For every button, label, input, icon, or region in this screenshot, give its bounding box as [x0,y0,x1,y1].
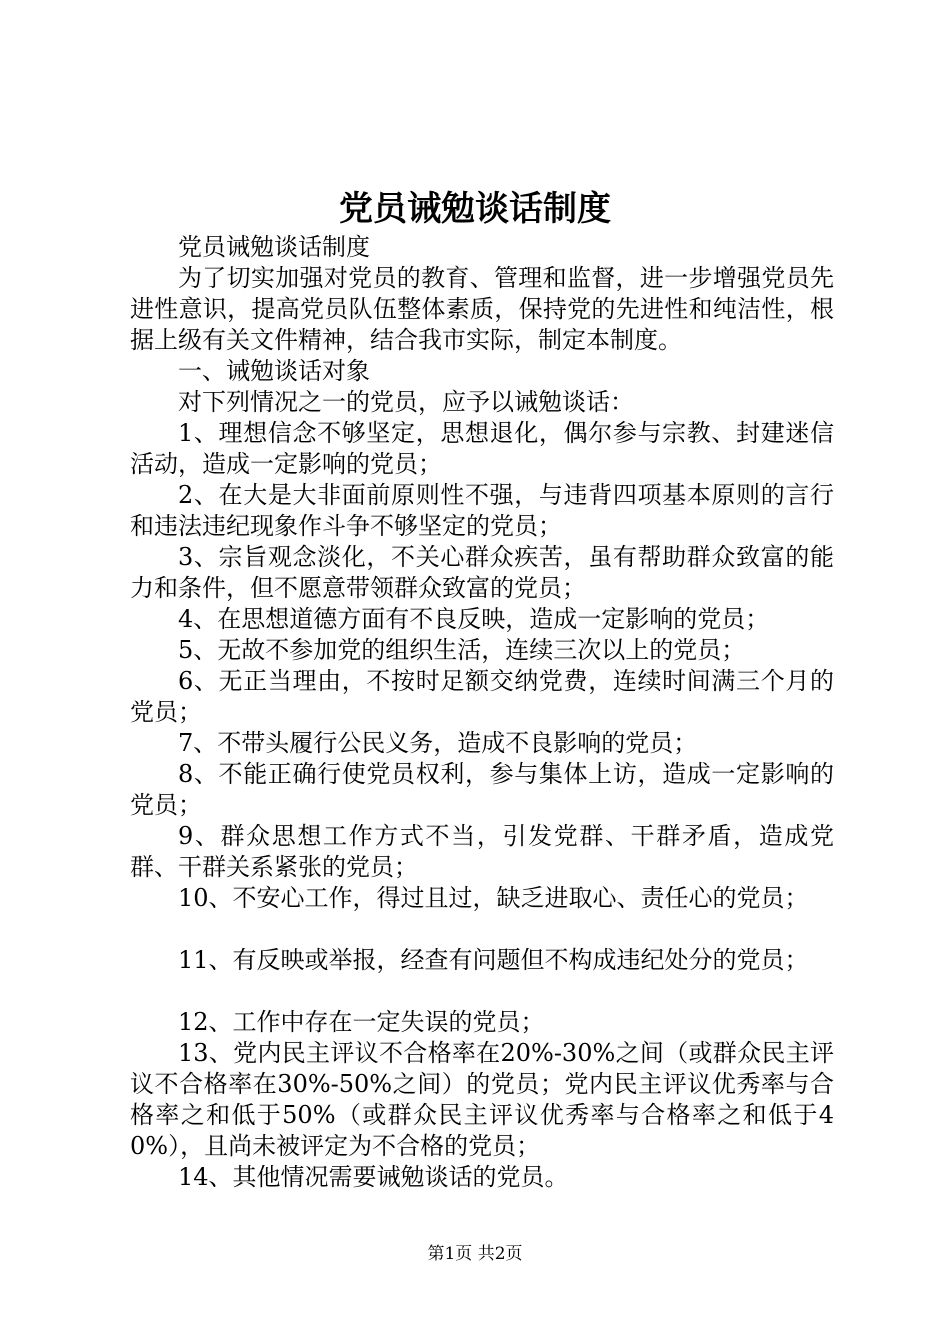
document-body [130,232,834,1193]
item-13: 13、党内民主评议不合格率在20%-30%之间（或群众民主评议不合格率在30%-50%之间）的党员；党内民主评议优秀率与合格率之和低于50%（或群众民主评议优秀率与合格率之和低于40%），且尚未被评定为不合格的党员； [130,1039,834,1160]
subtitle-paragraph: 党员诫勉谈话制度 [178,233,370,261]
item-6: 6、无正当理由，不按时足额交纳党费，连续时间满三个月的党员； [130,667,834,726]
item-8: 8、不能正确行使党员权利，参与集体上访，造成一定影响的党员； [130,760,834,819]
item-9: 9、群众思想工作方式不当，引发党群、干群矛盾，造成党群、干群关系紧张的党员； [130,822,834,881]
item-7: 7、不带头履行公民义务，造成不良影响的党员； [178,729,698,757]
section-heading: 一、诫勉谈话对象 [178,357,370,385]
item-5: 5、无故不参加党的组织生活，连续三次以上的党员； [178,636,746,664]
item-12: 12、工作中存在一定失误的党员； [178,1008,545,1036]
item-14: 14、其他情况需要诫勉谈话的党员。 [178,1163,569,1191]
item-1: 1、理想信念不够坚定，思想退化，偶尔参与宗教、封建迷信活动，造成一定影响的党员； [130,419,834,478]
intro-paragraph: 为了切实加强对党员的教育、管理和监督，进一步增强党员先进性意识，提高党员队伍整体素质，保持党的先进性和纯洁性，根据上级有关文件精神，结合我市实际，制定本制度。 [130,264,834,354]
item-2: 2、在大是大非面前原则性不强，与违背四项基本原则的言行和违法违纪现象作斗争不够坚定的党员； [130,481,834,540]
item-4: 4、在思想道德方面有不良反映，造成一定影响的党员； [178,605,770,633]
lead-paragraph: 对下列情况之一的党员，应予以诫勉谈话： [178,388,634,416]
item-11: 11、有反映或举报，经查有问题但不构成违纪处分的党员； [178,946,809,974]
item-3: 3、宗旨观念淡化，不关心群众疾苦，虽有帮助群众致富的能力和条件，但不愿意带领群众致富的党员； [130,543,834,602]
item-10: 10、不安心工作，得过且过，缺乏进取心、责任心的党员； [178,884,809,912]
document-title: 党员诫勉谈话制度 [339,189,611,229]
page-footer: 第1页 共2页 [427,1244,523,1264]
